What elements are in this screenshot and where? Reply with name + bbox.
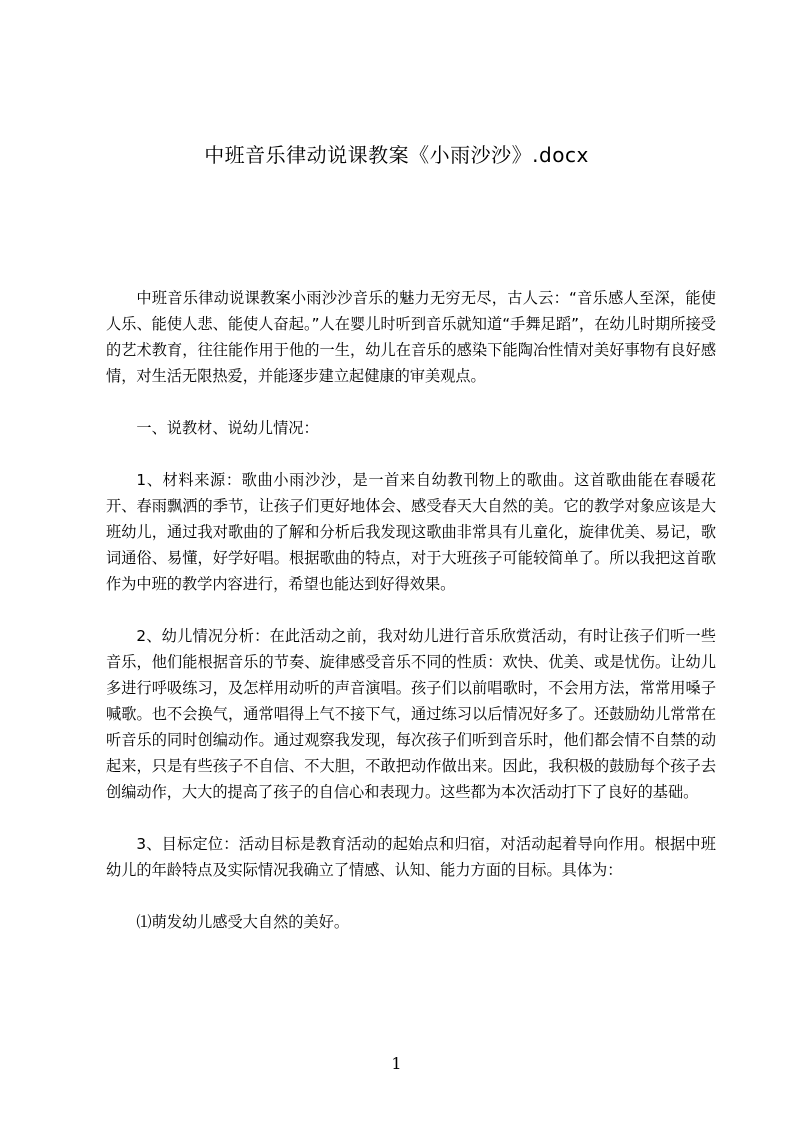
document-body [106,285,716,961]
paragraph-children-analysis: 2、幼儿情况分析：在此活动之前，我对幼儿进行音乐欣赏活动，有时让孩子们听一些音乐，他们能根据音乐的节奏、旋律感受音乐不同的性质：欢快、优美、或是忧伤。让幼儿多进行呼吸练习，及怎样用动听的声音演唱。孩子们以前唱歌时，不会用方法，常常用嗓子喊歌。也不会换气，通常唱得上气不接下气，通过练习以后情况好多了。还鼓励幼儿常常在听音乐的同时创编动作。通过观察我发现，每次孩子们听到音乐时，他们都会情不自禁的动起来，只是有些孩子不自信、不大胆，不敢把动作做出来。因此，我积极的鼓励每个孩子去创编动作，大大的提高了孩子的自信心和表现力。这些都为本次活动打下了良好的基础。 [106,627,716,801]
paragraph-goal-item-1: ⑴萌发幼儿感受大自然的美好。 [136,913,350,931]
paragraph-goal-setting: 3、目标定位：活动目标是教育活动的起始点和归宿，对活动起着导向作用。根据中班幼儿的年龄特点及实际情况我确立了情感、认知、能力方面的目标。具体为： [106,835,716,879]
page-number: 1 [391,1054,402,1073]
paragraph-intro: 中班音乐律动说课教案小雨沙沙音乐的魅力无穷无尽，古人云：“音乐感人至深，能使人乐、能使人悲、能使人奋起。”人在婴儿时听到音乐就知道“手舞足蹈”，在幼儿时期所接受的艺术教育，往往能作用于他的一生，幼儿在音乐的感染下能陶冶性情对美好事物有良好感情，对生活无限热爱，并能逐步建立起健康的审美观点。 [106,289,716,385]
section-heading: 一、说教材、说幼儿情况： [136,419,319,437]
paragraph-material-source: 1、材料来源：歌曲小雨沙沙，是一首来自幼教刊物上的歌曲。这首歌曲能在春暖花开、春雨飘洒的季节，让孩子们更好地体会、感受春天大自然的美。它的教学对象应该是大班幼儿，通过我对歌曲的了解和分析后我发现这歌曲非常具有儿童化，旋律优美、易记，歌词通俗、易懂，好学好唱。根据歌曲的特点，对于大班孩子可能较简单了。所以我把这首歌作为中班的教学内容进行，希望也能达到好得效果。 [106,471,716,593]
document-title: 中班音乐律动说课教案《小雨沙沙》.docx [204,143,589,167]
